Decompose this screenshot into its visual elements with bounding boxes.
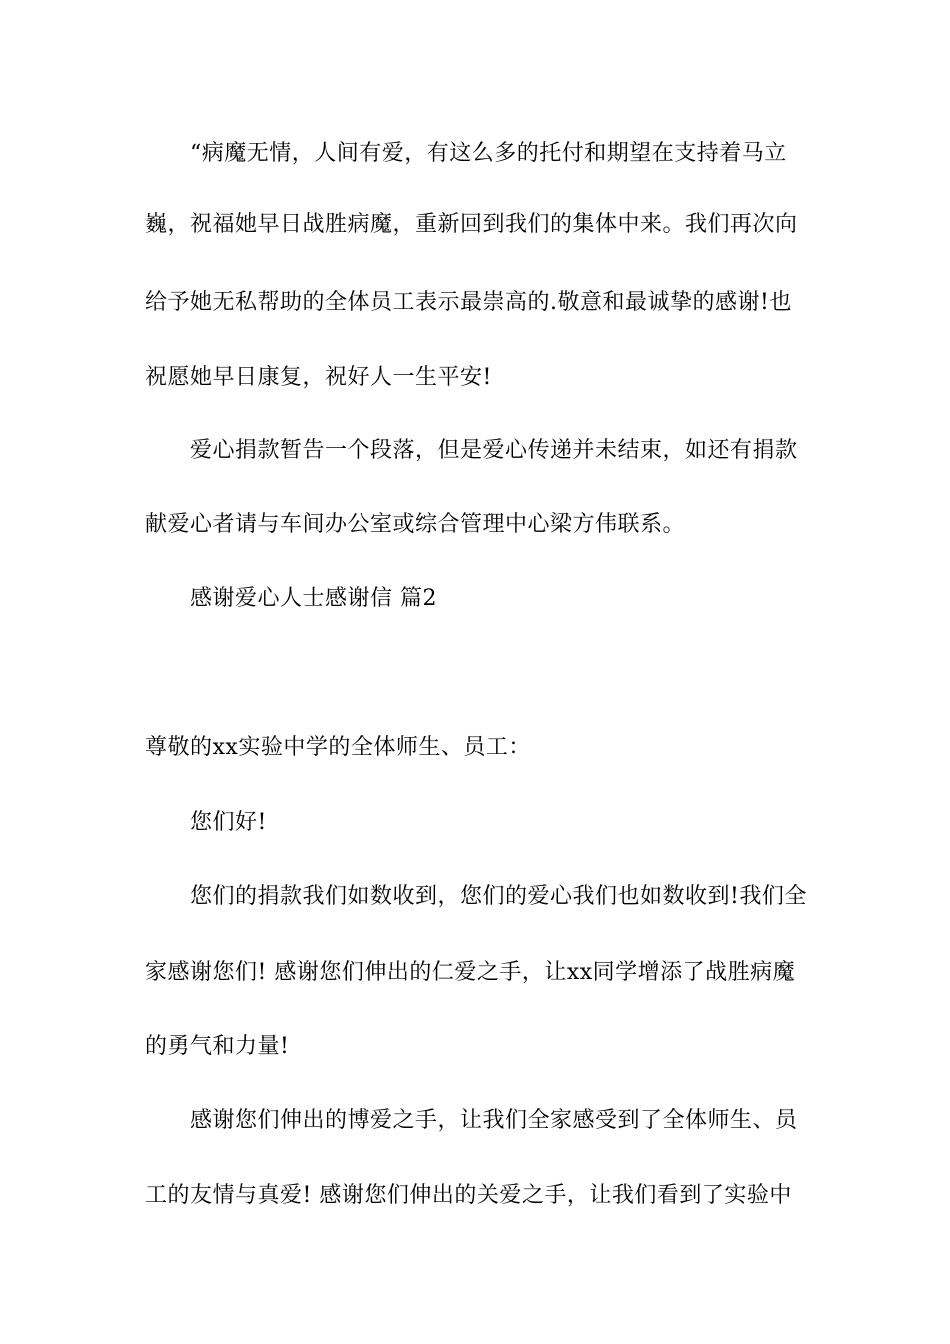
paragraph-line: 给予她无私帮助的全体员工表示最崇高的.敬意和最诚挚的感谢!也: [145, 290, 792, 315]
greeting: 您们好!: [190, 810, 267, 835]
paragraph-line: 工的友情与真爱! 感谢您们伸出的关爱之手，让我们看到了实验中: [145, 1183, 792, 1208]
paragraph-line: 家感谢您们! 感谢您们伸出的仁爱之手，让xx同学增添了战胜病魔: [145, 960, 796, 985]
paragraph-line: 的勇气和力量!: [145, 1034, 290, 1059]
paragraph-line: “病魔无情，人间有爱，有这么多的托付和期望在支持着马立: [190, 141, 787, 166]
paragraph-line: 巍，祝福她早日战胜病魔，重新回到我们的集体中来。我们再次向: [145, 212, 798, 237]
paragraph-line: 爱心捐款暂告一个段落，但是爱心传递并未结束，如还有捐款: [190, 438, 798, 463]
paragraph-line: 您们的捐款我们如数收到，您们的爱心我们也如数收到!我们全: [190, 884, 807, 909]
salutation: 尊敬的xx实验中学的全体师生、员工：: [145, 735, 531, 760]
paragraph-line: 感谢您们伸出的博爱之手，让我们全家感受到了全体师生、员: [190, 1108, 798, 1133]
paragraph-line: 祝愿她早日康复，祝好人一生平安!: [145, 365, 492, 390]
paragraph-line: 献爱心者请与车间办公室或综合管理中心梁方伟联系。: [145, 512, 686, 537]
section-heading: 感谢爱心人士感谢信 篇2: [190, 586, 437, 611]
